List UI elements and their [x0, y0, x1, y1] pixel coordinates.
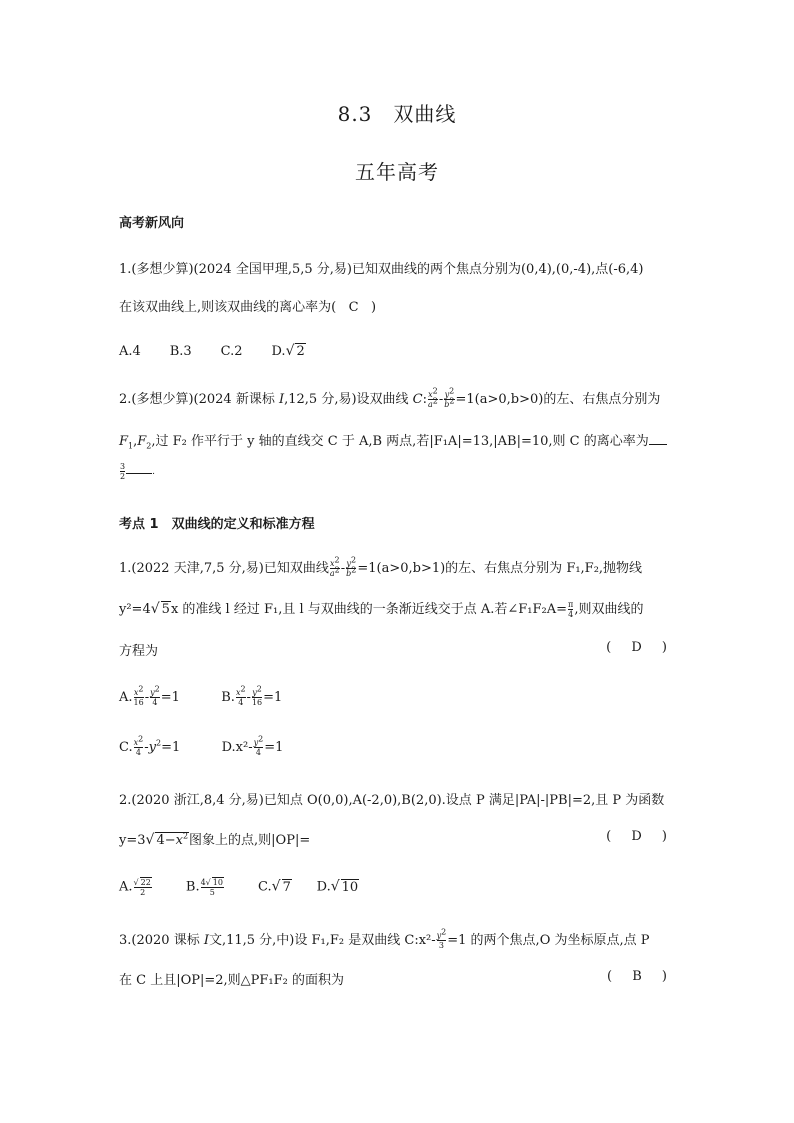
- question-1-line-1: 1.(多想少算)(2024 全国甲理,5,5 分,易)已知双曲线的两个焦点分别为(0,4),(0,-4),点(-6,4): [119, 262, 644, 277]
- section-heading-topic-1: 考点 1 双曲线的定义和标准方程: [119, 517, 315, 532]
- q1-option-c: C.2: [220, 344, 243, 359]
- q1-option-b: B.3: [169, 344, 192, 359]
- question-2-answer: $\frac{3}{2}$ .: [120, 462, 155, 481]
- k3-line-2: 在 C 上且|OP|=2,则△PF₁F₂ 的面积为: [119, 973, 345, 988]
- page-subtitle: 五年高考: [355, 160, 439, 184]
- k2-options: A. $\frac{√ 22}{2}$ B. $\frac{4√ 10}{5}$ C.√ 7 D.√ 10: [119, 878, 359, 897]
- k3-line-1: 3.(2020 课标 I文,11,5 分,中)设 F₁,F₂ 是双曲线 C:x²- $\frac{y^2}{3}$ =1 的两个焦点,O 为坐标原点,点 P: [119, 927, 650, 950]
- k1-line-1: 1.(2022 天津,7,5 分,易)已知双曲线 $\frac{x^2}{a^2}$ - $\frac{y^2}{b^2}$ =1(a>0,b>1)的左、右焦点分别为 F₁,F₂,抛物线: [119, 555, 643, 578]
- q1-option-d: D.: [271, 344, 286, 359]
- k1-answer: ( D ): [606, 640, 675, 655]
- page-title: 8.3 双曲线: [337, 102, 457, 126]
- q1-option-a: A.4: [119, 344, 141, 359]
- k3-answer: ( B ): [607, 969, 675, 984]
- section-heading-new-trend: 高考新风向: [119, 216, 185, 231]
- k1-line-2: y²=4√ 5x 的准线 l 经过 F₁,且 l 与双曲线的一条渐近线交于点 A.若∠F₁F₂A= $\frac{\pi}{4}$ ,则双曲线的: [119, 600, 644, 619]
- question-1-answer: C: [348, 300, 359, 315]
- k1-line-3: 方程为: [119, 644, 159, 659]
- question-2-line-2: $F_1,F_2$,过 F₂ 作平行于 y 轴的直线交 C 于 A,B 两点,若|F₁A|=13,|AB|=10,则 C 的离心率为: [119, 430, 667, 449]
- k2-answer: ( D ): [606, 829, 675, 844]
- question-1-line-2: 在该双曲线上,则该双曲线的离心率为( C ): [119, 300, 377, 315]
- k2-line-1: 2.(2020 浙江,8,4 分,易)已知点 O(0,0),A(-2,0),B(2,0).设点 P 满足|PA|-|PB|=2,且 P 为函数: [119, 793, 665, 808]
- k1-options-cd: C. $\frac{x^2}{4}$ $-y^2=1$ D.x²- $\frac{y^2}{4}$ =1: [119, 734, 284, 757]
- question-2-line-1: 2.(多想少算)(2024 新课标 I,12,5 分,易)设双曲线 C: $\frac{x^2}{a^2}$ - $\frac{y^2}{b^2}$ =1(a>0,b>0)的左、右焦点分别为: [119, 386, 661, 409]
- question-1-options: A.4 B.3 C.2 D.√ 2: [119, 343, 305, 359]
- k1-options-ab: A. $\frac{x^2}{16}$ - $\frac{y^2}{4}$ =1 B. $\frac{x^2}{4}$ - $\frac{y^2}{16}$ =1: [119, 684, 283, 707]
- k2-line-2: y=3√ $4-x^2$图象上的点,则|OP|=: [119, 831, 311, 848]
